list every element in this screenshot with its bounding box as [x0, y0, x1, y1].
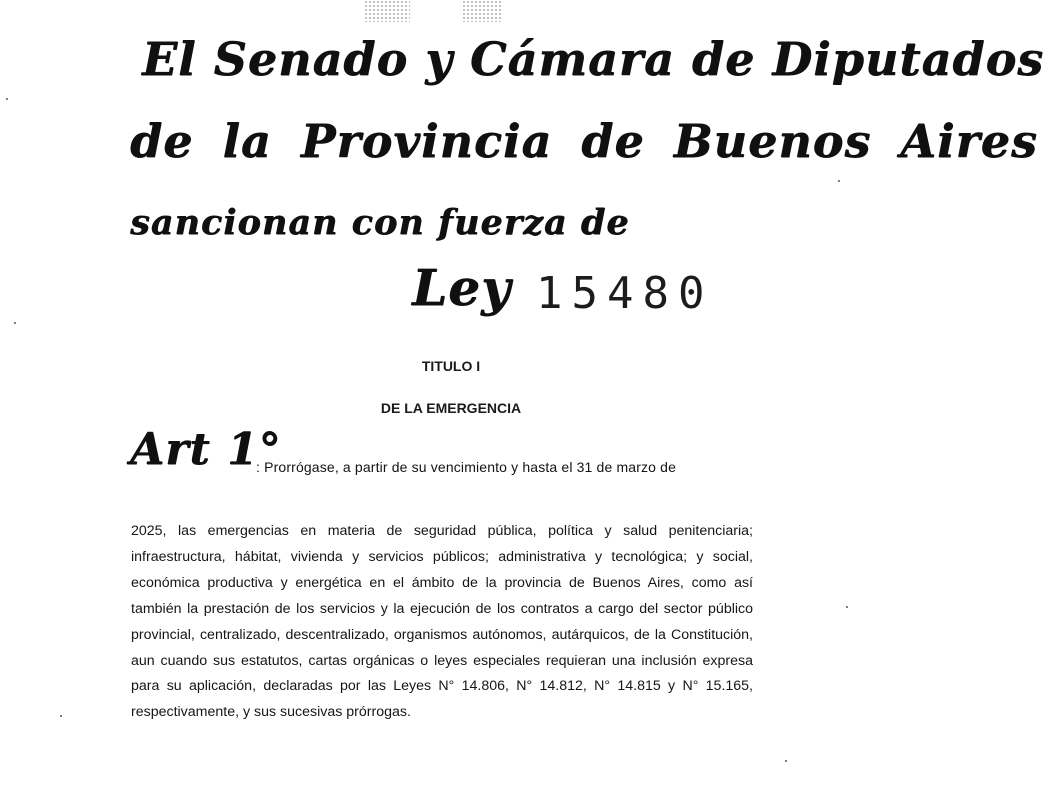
scan-speck	[838, 180, 840, 182]
ley-label: Ley	[412, 258, 512, 317]
law-number: 15480	[536, 268, 714, 319]
article-intro-text: : Prorrógase, a partir de su vencimiento y hasta el 31 de marzo de	[256, 459, 677, 475]
header-line-senado: El Senado y Cámara de Diputados	[142, 32, 1044, 86]
article-label: Art 1°	[130, 424, 282, 475]
scan-speck	[60, 715, 62, 717]
header-line-sancionan: sancionan con fuerza de	[130, 202, 630, 243]
title-label: TITULO I	[421, 358, 481, 374]
scan-speck	[6, 98, 8, 100]
scan-speck	[846, 606, 848, 608]
header-line-provincia: de la Provincia de Buenos Aires	[130, 114, 1038, 168]
scan-speck	[14, 322, 16, 324]
scan-speck	[785, 760, 787, 762]
scan-artifact-mark	[462, 0, 502, 22]
title-subtitle: DE LA EMERGENCIA	[380, 400, 522, 416]
article-body-text: 2025, las emergencias en materia de seguridad pública, política y salud penitenciaria; infraestructura, hábitat, vivienda y servicios públicos; administrativa y tecnológica; y social, económica productiva y energética en el ámbito de la provincia de Buenos Aires, como así también la prestación de los servicios y la ejecución de los contratos a cargo del sector público provincial, centralizado, descentralizado, organismos autónomos, autárquicos, de la Constitución, aun cuando sus estatutos, cartas orgánicas o leyes especiales requieran una inclusión expresa para su aplicación, declaradas por las Leyes N° 14.806, N° 14.812, N° 14.815 y N° 15.165, respectivamente, y sus sucesivas prórrogas.	[131, 523, 753, 721]
scan-artifact-mark	[364, 0, 410, 22]
